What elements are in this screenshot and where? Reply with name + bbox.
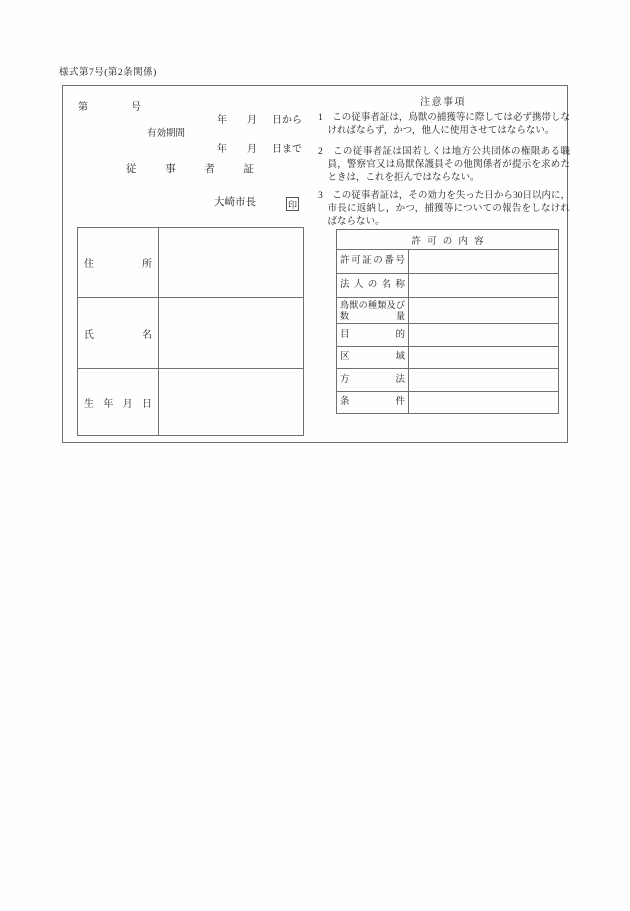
- holder-table: [77, 227, 304, 436]
- permit-table: [336, 229, 559, 414]
- notes-heading: 注意事項: [420, 97, 466, 108]
- certificate-title: 従事者証: [126, 164, 254, 175]
- cert-number-prefix: 第: [78, 102, 88, 113]
- permit-row-area: [337, 347, 558, 369]
- permit-corporation-name-value-cell: [409, 274, 558, 297]
- permit-corporation-name-label-cell: [337, 274, 409, 297]
- holder-address-label: 住所: [84, 259, 152, 270]
- permit-method-label-cell: [337, 369, 409, 391]
- permit-row-species-quantity: [337, 298, 558, 324]
- holder-address-label-cell: [78, 228, 159, 297]
- validity-from-suffix: 日から: [272, 115, 302, 126]
- validity-from-month: 月: [247, 115, 257, 126]
- cert-number-suffix: 号: [131, 102, 141, 113]
- holder-name-label-cell: [78, 298, 159, 368]
- permit-row-corporation-name: [337, 274, 558, 298]
- validity-to-suffix: 日まで: [272, 144, 302, 155]
- permit-method-label: 方法: [340, 374, 405, 385]
- permit-license-number-label: 許可証の番号: [340, 256, 405, 266]
- holder-name-label: 氏名: [84, 329, 152, 341]
- holder-row-birthdate: [78, 369, 303, 435]
- issuer-name: 大崎市長: [214, 197, 256, 208]
- certificate-frame: [62, 85, 568, 443]
- permit-row-purpose: [337, 324, 558, 347]
- note-item-3: 3 この従事者証は，その効力を失った日から30日以内に，市長に返納し，かつ，捕獲等についての報告をしなければならない。: [318, 191, 570, 227]
- permit-species-quantity-value-cell: [409, 298, 558, 323]
- holder-row-name: [78, 298, 303, 369]
- permit-species-label-line2: 数量: [340, 310, 405, 321]
- holder-birthdate-label-cell: [78, 369, 159, 435]
- permit-purpose-label: 目的: [340, 329, 405, 340]
- holder-row-address: [78, 228, 303, 298]
- validity-to-year: 年: [217, 144, 227, 155]
- validity-from-year: 年: [217, 115, 227, 126]
- note-item-1: 1 この従事者証は，鳥獣の捕獲等に際しては必ず携帯しなければならず，かつ，他人に使用させてはならない。: [318, 113, 570, 136]
- permit-area-value-cell: [409, 347, 558, 368]
- seal-mark: 印: [286, 197, 299, 211]
- form-number-label: 様式第7号(第2条関係): [59, 68, 157, 78]
- permit-species-label-line1: 鳥獣の種類及び: [340, 299, 405, 310]
- permit-area-label: 区域: [340, 352, 405, 362]
- permit-purpose-value-cell: [409, 324, 558, 346]
- holder-address-value-cell: [159, 228, 303, 297]
- permit-conditions-label-cell: [337, 392, 409, 413]
- permit-conditions-value-cell: [409, 392, 558, 413]
- permit-purpose-label-cell: [337, 324, 409, 346]
- validity-label: 有効期間: [147, 129, 186, 139]
- permit-row-conditions: [337, 392, 558, 413]
- permit-conditions-label: 条件: [340, 397, 405, 407]
- permit-license-number-label-cell: [337, 250, 409, 273]
- permit-method-value-cell: [409, 369, 558, 391]
- holder-birthdate-label: 生年月日: [84, 398, 152, 410]
- permit-species-quantity-label-cell: [337, 298, 409, 323]
- permit-license-number-value-cell: [409, 250, 558, 273]
- permit-table-heading: 許可の内容: [337, 230, 558, 250]
- holder-birthdate-value-cell: [159, 369, 303, 435]
- permit-corporation-name-label: 法人の名称: [340, 280, 405, 290]
- permit-row-method: [337, 369, 558, 392]
- holder-name-value-cell: [159, 298, 303, 368]
- note-item-2: 2 この従事者証は国若しくは地方公共団体の権限ある職員，警察官又は鳥獣保護員その他関係者が提示を求めたときは，これを拒んではならない。: [318, 147, 570, 183]
- permit-row-license-number: [337, 250, 558, 274]
- validity-to-month: 月: [247, 144, 257, 155]
- permit-area-label-cell: [337, 347, 409, 368]
